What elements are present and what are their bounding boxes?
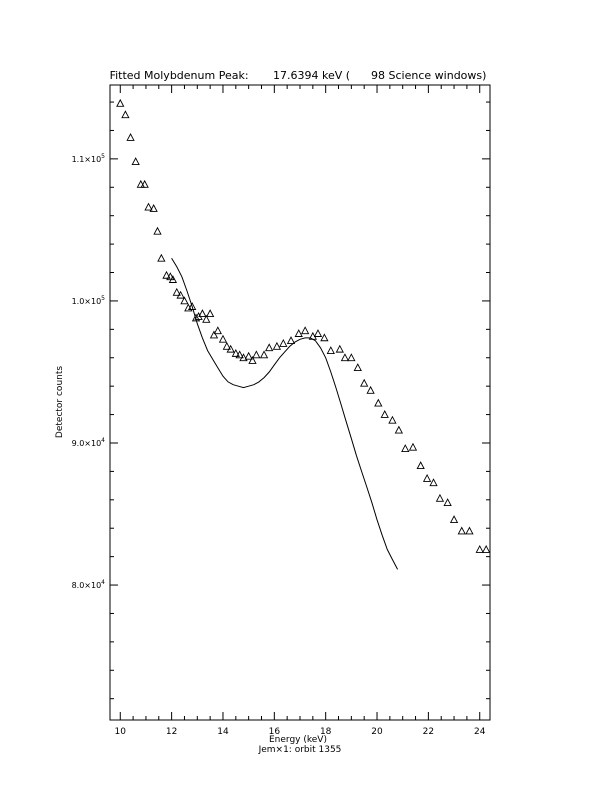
data-point-triangle: [410, 444, 417, 450]
data-point-triangle: [354, 364, 361, 370]
x-axis-label: Energy (keV): [269, 735, 327, 745]
x-tick-label: 12: [165, 727, 178, 737]
data-point-triangle: [402, 445, 409, 451]
data-point-triangle: [458, 527, 465, 533]
data-points-group: [117, 100, 490, 553]
data-point-triangle: [245, 353, 252, 359]
y-tick-label: $1.1\times 10^5$: [71, 152, 105, 164]
y-tick-label: $8.0\times 10^4$: [71, 579, 105, 591]
data-point-triangle: [430, 479, 437, 485]
data-point-triangle: [321, 334, 328, 340]
data-point-triangle: [211, 331, 218, 337]
data-point-triangle: [253, 351, 260, 357]
data-point-triangle: [437, 495, 444, 501]
x-tick-label: 16: [268, 727, 281, 737]
chart-title: Fitted Molybdenum Peak: 17.6394 keV ( 98 Science windows): [109, 69, 487, 82]
data-point-triangle: [266, 344, 273, 350]
plot-frame: [110, 85, 490, 720]
data-point-triangle: [158, 255, 165, 261]
data-point-triangle: [122, 111, 129, 117]
data-point-triangle: [476, 546, 483, 552]
data-point-triangle: [145, 204, 152, 210]
data-point-triangle: [163, 272, 170, 278]
data-point-triangle: [348, 354, 355, 360]
y-axis-label: Detector counts: [55, 365, 65, 439]
data-point-triangle: [417, 462, 424, 468]
data-point-triangle: [315, 330, 322, 336]
data-point-triangle: [342, 354, 349, 360]
plot-border: [110, 85, 490, 720]
data-point-triangle: [220, 336, 227, 342]
data-point-triangle: [127, 134, 134, 140]
data-point-triangle: [117, 100, 124, 106]
data-point-triangle: [154, 228, 161, 234]
x-tick-label: 24: [474, 727, 486, 737]
y-axis-ticks: [72, 102, 490, 699]
data-point-triangle: [214, 327, 221, 333]
x-tick-label: 22: [422, 727, 435, 737]
fit-curve-group: [172, 258, 398, 569]
data-point-triangle: [261, 351, 268, 357]
data-point-triangle: [451, 516, 458, 522]
data-point-triangle: [336, 346, 343, 352]
x-tick-label: 10: [114, 727, 126, 737]
data-point-triangle: [483, 546, 490, 552]
data-point-triangle: [273, 343, 280, 349]
x-axis-ticks: [115, 85, 486, 737]
data-point-triangle: [424, 475, 431, 481]
data-point-triangle: [132, 158, 139, 164]
data-point-triangle: [381, 411, 388, 417]
data-point-triangle: [302, 327, 309, 333]
data-point-triangle: [280, 340, 287, 346]
chart-subtitle: Jem×1: orbit 1355: [258, 745, 342, 755]
x-tick-label: 14: [217, 727, 229, 737]
fit-curve: [172, 258, 398, 569]
data-point-triangle: [444, 499, 451, 505]
data-point-triangle: [288, 337, 295, 343]
data-point-triangle: [295, 330, 302, 336]
data-point-triangle: [389, 417, 396, 423]
data-point-triangle: [367, 387, 374, 393]
data-point-triangle: [207, 310, 214, 316]
x-tick-label: 18: [319, 727, 332, 737]
data-point-triangle: [375, 400, 382, 406]
data-point-triangle: [466, 527, 473, 533]
x-tick-label: 20: [371, 727, 383, 737]
data-point-triangle: [395, 427, 402, 433]
y-tick-label: $9.0\times 10^4$: [71, 436, 105, 448]
data-point-triangle: [361, 380, 368, 386]
data-point-triangle: [327, 347, 334, 353]
y-tick-label: $1.0\times 10^5$: [71, 294, 105, 306]
